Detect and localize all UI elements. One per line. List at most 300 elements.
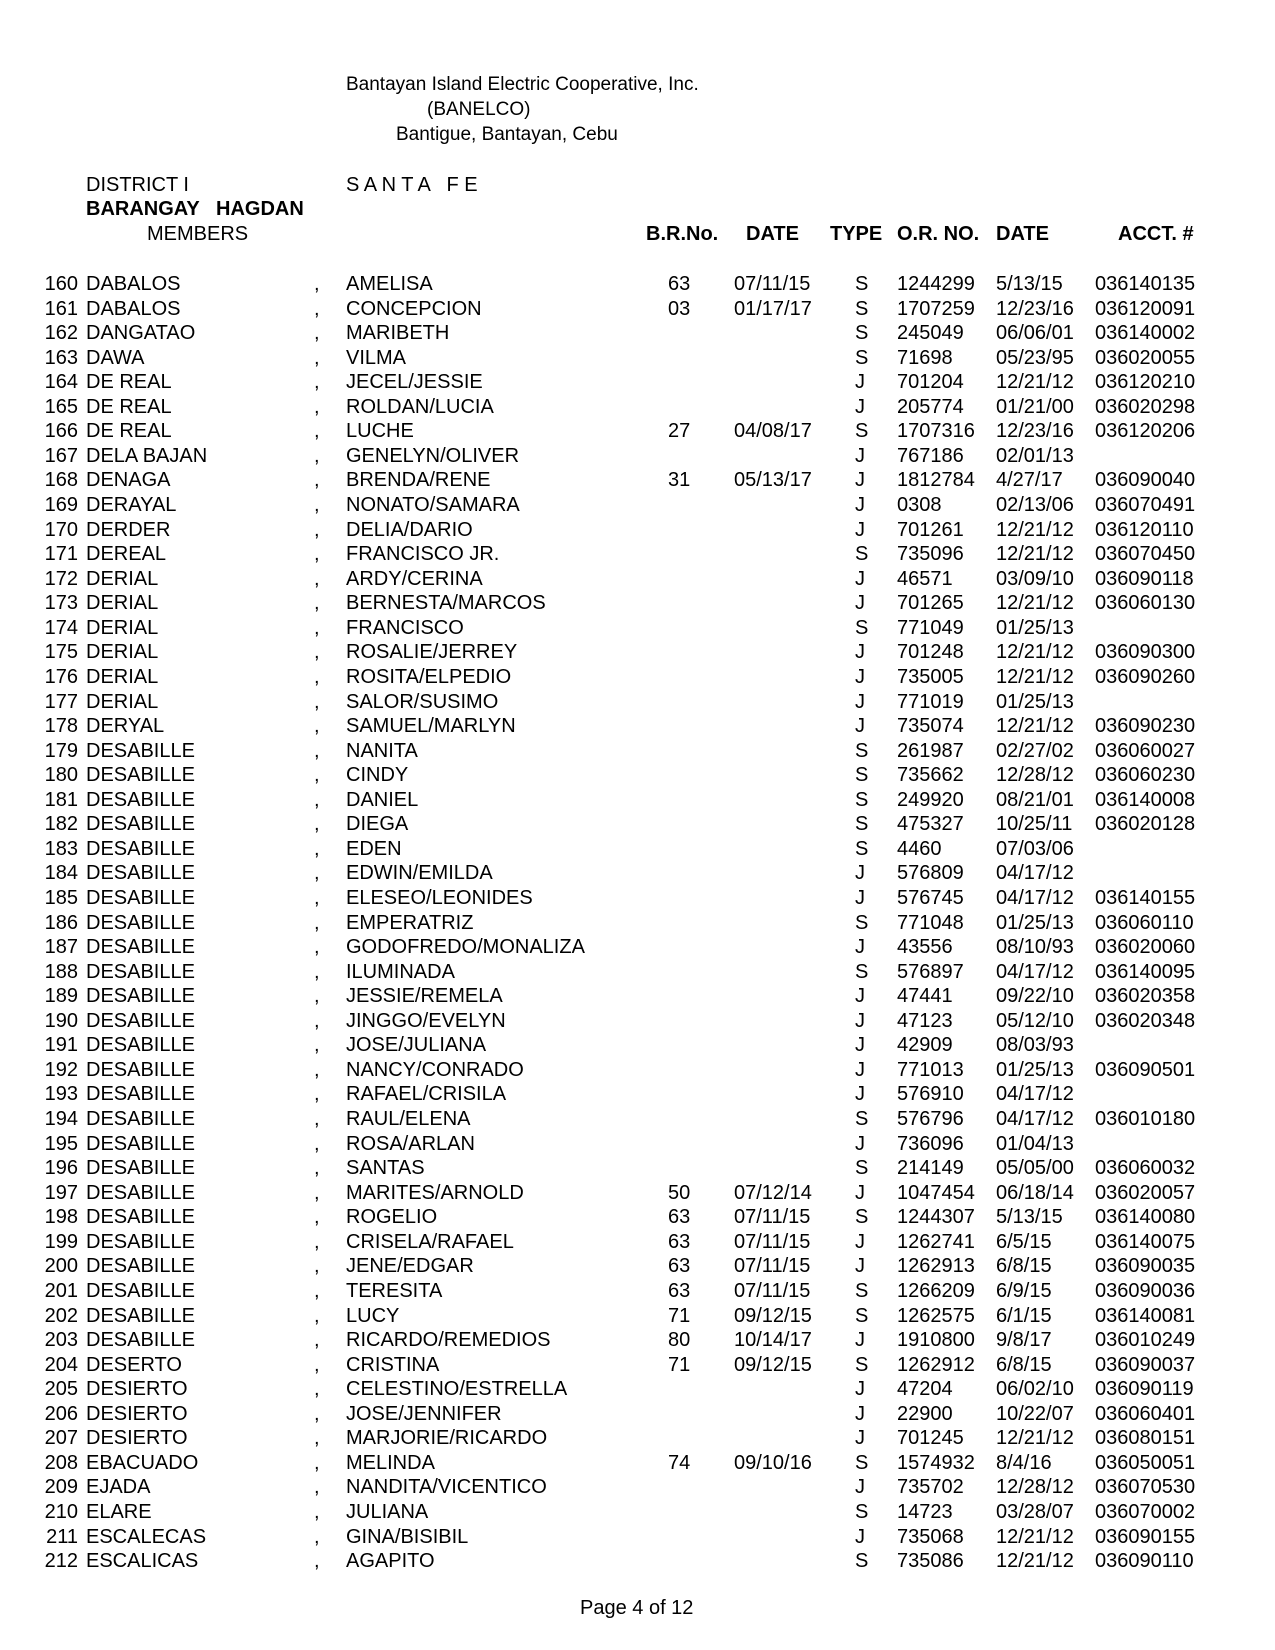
member-type: J	[855, 1378, 865, 1401]
name-separator: ,	[314, 1255, 320, 1278]
account-number: 036140095	[1095, 960, 1196, 983]
or-number: 47123	[897, 1009, 953, 1032]
last-name: DABALOS	[86, 297, 181, 320]
or-number: 735096	[897, 543, 964, 566]
last-name: DERIAL	[86, 641, 159, 664]
page-number: Page 4 of 12	[580, 1597, 694, 1619]
or-number: 735068	[897, 1525, 964, 1548]
account-number: 036060401	[1095, 1402, 1196, 1425]
row-number: 188	[44, 960, 78, 983]
or-date: 02/13/06	[996, 494, 1074, 517]
or-date: 8/4/16	[996, 1451, 1052, 1474]
or-date: 05/05/00	[996, 1157, 1074, 1180]
table-row	[0, 272, 1275, 296]
first-name: JENE/EDGAR	[346, 1255, 474, 1278]
account-number: 036120110	[1095, 518, 1194, 541]
br-date: 07/11/15	[734, 273, 811, 295]
member-type: J	[855, 985, 865, 1008]
first-name: MARIBETH	[346, 322, 450, 345]
member-type: J	[855, 1230, 865, 1253]
or-number: 47204	[897, 1378, 953, 1401]
or-date: 04/17/12	[996, 862, 1074, 885]
member-type: S	[855, 1451, 869, 1474]
or-number: 735702	[897, 1476, 964, 1499]
member-type: J	[855, 371, 865, 394]
last-name: DE REAL	[86, 395, 172, 418]
br-date: 07/11/15	[734, 1255, 811, 1278]
row-number: 183	[44, 837, 78, 860]
last-name: DEREAL	[86, 543, 167, 566]
table-row	[0, 1500, 1275, 1524]
first-name: JOSE/JULIANA	[346, 1034, 487, 1057]
name-separator: ,	[314, 1157, 320, 1180]
member-type: J	[855, 1255, 865, 1278]
name-separator: ,	[314, 1181, 320, 1204]
member-type: J	[855, 887, 865, 909]
br-number: 74	[668, 1451, 691, 1474]
table-row	[0, 1230, 1275, 1254]
last-name: DESABILLE	[86, 1108, 195, 1131]
row-number: 205	[44, 1378, 78, 1401]
name-separator: ,	[314, 1402, 320, 1425]
or-date: 12/23/16	[996, 420, 1074, 443]
row-number: 187	[44, 936, 78, 959]
last-name: DESABILLE	[86, 1034, 195, 1057]
or-number: 1266209	[897, 1279, 975, 1302]
account-number: 036050051	[1095, 1451, 1196, 1474]
name-separator: ,	[314, 1108, 320, 1131]
or-date: 6/5/15	[996, 1230, 1052, 1253]
or-number: 261987	[897, 739, 964, 762]
last-name: DELA BAJAN	[86, 444, 208, 467]
or-number: 771013	[897, 1058, 964, 1081]
row-number: 200	[44, 1255, 78, 1278]
or-date: 10/25/11	[996, 813, 1073, 836]
or-date: 03/09/10	[996, 567, 1074, 590]
district-label: DISTRICT I	[86, 174, 189, 196]
name-separator: ,	[314, 690, 320, 713]
or-number: 1707259	[897, 297, 975, 320]
first-name: CRISTINA	[346, 1353, 440, 1376]
last-name: DE REAL	[86, 420, 172, 443]
or-number: 475327	[897, 813, 964, 836]
last-name: DENAGA	[86, 469, 171, 492]
row-number: 192	[44, 1058, 78, 1081]
name-separator: ,	[314, 469, 320, 492]
or-number: 736096	[897, 1132, 964, 1155]
account-number: 036080151	[1095, 1427, 1196, 1450]
member-type: J	[855, 690, 865, 713]
table-row	[0, 567, 1275, 591]
account-number: 036020055	[1095, 346, 1196, 369]
table-row	[0, 886, 1275, 910]
row-number: 186	[44, 911, 78, 934]
or-date: 04/17/12	[996, 887, 1074, 909]
or-number: 1910800	[897, 1329, 975, 1352]
account-number: 036020060	[1095, 936, 1196, 959]
or-date: 07/03/06	[996, 837, 1074, 860]
col-type: TYPE	[830, 223, 883, 245]
or-number: 4460	[897, 837, 942, 860]
member-type: J	[855, 592, 865, 615]
first-name: EDWIN/EMILDA	[346, 862, 493, 885]
table-row	[0, 960, 1275, 984]
or-number: 249920	[897, 788, 964, 811]
account-number: 036060230	[1095, 764, 1196, 787]
row-number: 161	[44, 297, 78, 320]
first-name: AGAPITO	[346, 1550, 435, 1573]
row-number: 206	[44, 1402, 78, 1425]
table-row	[0, 1451, 1275, 1475]
member-type: J	[855, 1525, 865, 1548]
row-number: 189	[44, 985, 78, 1008]
table-row	[0, 812, 1275, 836]
row-number: 184	[44, 862, 78, 885]
last-name: DESABILLE	[86, 911, 195, 934]
last-name: ESCALICAS	[86, 1550, 199, 1573]
account-number: 036090155	[1095, 1525, 1196, 1548]
table-row	[0, 419, 1275, 443]
br-number: 03	[668, 297, 691, 320]
table-row	[0, 1082, 1275, 1106]
or-date: 06/02/10	[996, 1378, 1074, 1401]
first-name: VILMA	[346, 346, 407, 369]
or-number: 1707316	[897, 420, 975, 443]
first-name: ILUMINADA	[346, 960, 455, 983]
member-type: S	[855, 346, 869, 369]
br-date: 09/12/15	[734, 1353, 812, 1376]
name-separator: ,	[314, 985, 320, 1008]
br-number: 31	[668, 469, 691, 492]
or-date: 12/21/12	[996, 592, 1074, 615]
or-date: 12/21/12	[996, 518, 1074, 541]
member-type: S	[855, 911, 869, 934]
table-row	[0, 493, 1275, 517]
first-name: CONCEPCION	[346, 297, 482, 320]
last-name: EBACUADO	[86, 1451, 199, 1474]
account-number: 036140075	[1095, 1230, 1196, 1253]
barangay-label: BARANGAY HAGDAN	[86, 198, 304, 220]
name-separator: ,	[314, 395, 320, 418]
table-row	[0, 837, 1275, 861]
col-br-no: B.R.No.	[646, 223, 719, 245]
name-separator: ,	[314, 444, 320, 467]
first-name: GENELYN/OLIVER	[346, 444, 520, 467]
first-name: RAFAEL/CRISILA	[346, 1083, 507, 1106]
row-number: 168	[44, 469, 78, 492]
or-date: 12/21/12	[996, 543, 1074, 566]
last-name: DESABILLE	[86, 1157, 195, 1180]
br-number: 71	[668, 1353, 691, 1376]
name-separator: ,	[314, 911, 320, 934]
last-name: DABALOS	[86, 273, 181, 295]
row-number: 201	[44, 1279, 78, 1302]
or-date: 12/21/12	[996, 371, 1074, 394]
last-name: DESABILLE	[86, 985, 195, 1008]
member-type: S	[855, 764, 869, 787]
br-date: 07/11/15	[734, 1230, 811, 1253]
name-separator: ,	[314, 1034, 320, 1057]
name-separator: ,	[314, 1329, 320, 1352]
name-separator: ,	[314, 665, 320, 688]
or-date: 10/22/07	[996, 1402, 1074, 1425]
col-date: DATE	[746, 223, 799, 245]
last-name: DERIAL	[86, 665, 159, 688]
row-number: 166	[44, 420, 78, 443]
member-type: S	[855, 322, 869, 345]
last-name: DESABILLE	[86, 936, 195, 959]
or-number: 767186	[897, 444, 964, 467]
name-separator: ,	[314, 1230, 320, 1253]
last-name: DESABILLE	[86, 739, 195, 762]
table-row	[0, 640, 1275, 664]
name-separator: ,	[314, 592, 320, 615]
br-date: 01/17/17	[734, 297, 812, 320]
last-name: DAWA	[86, 346, 145, 369]
first-name: GINA/BISIBIL	[346, 1525, 469, 1548]
last-name: DESABILLE	[86, 1058, 195, 1081]
row-number: 171	[44, 543, 78, 566]
member-type: S	[855, 543, 869, 566]
account-number: 036090300	[1095, 641, 1196, 664]
name-separator: ,	[314, 322, 320, 345]
last-name: DERDER	[86, 518, 171, 541]
account-number: 036020057	[1095, 1181, 1196, 1204]
name-separator: ,	[314, 1353, 320, 1376]
or-number: 701245	[897, 1427, 964, 1450]
last-name: DESABILLE	[86, 837, 195, 860]
member-type: J	[855, 665, 865, 688]
or-date: 09/22/10	[996, 985, 1074, 1008]
or-number: 576910	[897, 1083, 964, 1106]
table-row	[0, 1475, 1275, 1499]
last-name: DESABILLE	[86, 1329, 195, 1352]
row-number: 190	[44, 1009, 78, 1032]
row-number: 204	[44, 1353, 78, 1376]
last-name: DERIAL	[86, 690, 159, 713]
first-name: ROLDAN/LUCIA	[346, 395, 494, 418]
or-date: 05/23/95	[996, 346, 1074, 369]
row-number: 202	[44, 1304, 78, 1327]
or-number: 701261	[897, 518, 964, 541]
or-date: 12/23/16	[996, 297, 1074, 320]
or-date: 12/21/12	[996, 1525, 1074, 1548]
br-number: 27	[668, 420, 691, 443]
or-date: 12/21/12	[996, 665, 1074, 688]
table-row	[0, 1304, 1275, 1328]
name-separator: ,	[314, 1009, 320, 1032]
first-name: ROSITA/ELPEDIO	[346, 665, 512, 688]
table-row	[0, 1254, 1275, 1278]
row-number: 199	[44, 1230, 78, 1253]
row-number: 167	[44, 444, 78, 467]
or-date: 08/10/93	[996, 936, 1074, 959]
col-or-no: O.R. NO.	[897, 223, 980, 245]
or-date: 02/27/02	[996, 739, 1074, 762]
account-number: 036090036	[1095, 1279, 1196, 1302]
first-name: ROSA/ARLAN	[346, 1132, 475, 1155]
or-number: 42909	[897, 1034, 953, 1057]
br-number: 63	[668, 1255, 691, 1278]
table-row	[0, 1402, 1275, 1426]
br-date: 07/11/15	[734, 1279, 811, 1302]
name-separator: ,	[314, 1525, 320, 1548]
or-number: 1262912	[897, 1353, 975, 1376]
account-number: 036140002	[1095, 322, 1196, 345]
last-name: DESABILLE	[86, 1009, 195, 1032]
or-number: 701204	[897, 371, 964, 394]
last-name: DESABILLE	[86, 960, 195, 983]
table-row	[0, 1058, 1275, 1082]
member-type: S	[855, 616, 869, 639]
br-number: 63	[668, 1206, 691, 1229]
account-number: 036090230	[1095, 715, 1196, 738]
name-separator: ,	[314, 1132, 320, 1155]
first-name: DANIEL	[346, 788, 419, 811]
member-type: J	[855, 1009, 865, 1032]
row-number: 212	[44, 1550, 78, 1573]
account-number: 036090260	[1095, 665, 1196, 688]
or-number: 1574932	[897, 1451, 975, 1474]
last-name: ESCALECAS	[86, 1525, 207, 1548]
or-date: 12/21/12	[996, 715, 1074, 738]
row-number: 195	[44, 1132, 78, 1155]
first-name: SALOR/SUSIMO	[346, 690, 499, 713]
account-number: 036090501	[1095, 1058, 1196, 1081]
or-date: 01/25/13	[996, 911, 1074, 934]
name-separator: ,	[314, 543, 320, 566]
row-number: 179	[44, 739, 78, 762]
name-separator: ,	[314, 641, 320, 664]
last-name: DANGATAO	[86, 322, 196, 345]
table-row	[0, 1107, 1275, 1131]
account-number: 036020298	[1095, 395, 1196, 418]
or-date: 01/25/13	[996, 1058, 1074, 1081]
or-number: 46571	[897, 567, 953, 590]
or-date: 01/04/13	[996, 1132, 1074, 1155]
br-date: 09/10/16	[734, 1451, 812, 1474]
or-date: 04/17/12	[996, 1108, 1074, 1131]
or-date: 03/28/07	[996, 1501, 1074, 1523]
name-separator: ,	[314, 616, 320, 639]
org-abbrev: (BANELCO)	[427, 99, 531, 120]
or-number: 735086	[897, 1550, 964, 1573]
or-date: 5/13/15	[996, 1206, 1063, 1229]
member-type: S	[855, 813, 869, 836]
name-separator: ,	[314, 1206, 320, 1229]
account-number: 036090040	[1095, 469, 1196, 492]
member-type: S	[855, 297, 869, 320]
or-number: 205774	[897, 395, 964, 418]
or-number: 1262741	[897, 1230, 975, 1253]
table-row	[0, 739, 1275, 763]
row-number: 211	[46, 1525, 78, 1548]
account-number: 036020348	[1095, 1009, 1196, 1032]
br-date: 05/13/17	[734, 469, 812, 492]
first-name: JULIANA	[346, 1501, 429, 1523]
row-number: 209	[44, 1476, 78, 1499]
member-type: J	[855, 1329, 865, 1352]
member-type: S	[855, 1157, 869, 1180]
table-row	[0, 1033, 1275, 1057]
table-row	[0, 935, 1275, 959]
name-separator: ,	[314, 1476, 320, 1499]
first-name: BRENDA/RENE	[346, 469, 491, 492]
or-number: 735662	[897, 764, 964, 787]
row-number: 210	[44, 1501, 78, 1523]
first-name: LUCHE	[346, 420, 414, 443]
table-row	[0, 1132, 1275, 1156]
or-date: 12/21/12	[996, 1427, 1074, 1450]
table-row	[0, 1156, 1275, 1180]
member-type: J	[855, 494, 865, 517]
row-number: 172	[44, 567, 78, 590]
last-name: DERYAL	[86, 715, 165, 738]
table-row	[0, 518, 1275, 542]
table-row	[0, 1181, 1275, 1205]
or-number: 576796	[897, 1108, 964, 1131]
or-number: 214149	[897, 1157, 964, 1180]
last-name: DESABILLE	[86, 1132, 195, 1155]
br-number: 63	[668, 1279, 691, 1302]
account-number: 036070491	[1095, 494, 1196, 517]
account-number: 036140155	[1095, 887, 1196, 909]
account-number: 036140080	[1095, 1206, 1196, 1229]
name-separator: ,	[314, 1058, 320, 1081]
br-date: 09/12/15	[734, 1304, 812, 1327]
name-separator: ,	[314, 764, 320, 787]
account-number: 036120206	[1095, 420, 1196, 443]
row-number: 170	[44, 518, 78, 541]
name-separator: ,	[314, 936, 320, 959]
first-name: DIEGA	[346, 813, 409, 836]
account-number: 036140008	[1095, 788, 1196, 811]
or-date: 04/17/12	[996, 1083, 1074, 1106]
or-date: 06/18/14	[996, 1181, 1074, 1204]
table-row	[0, 984, 1275, 1008]
account-number: 036060130	[1095, 592, 1196, 615]
or-number: 771019	[897, 690, 964, 713]
or-date: 01/25/13	[996, 690, 1074, 713]
member-type: J	[855, 862, 865, 885]
br-date: 07/11/15	[734, 1206, 811, 1229]
row-number: 191	[44, 1034, 78, 1057]
or-number: 245049	[897, 322, 964, 345]
first-name: ARDY/CERINA	[346, 567, 483, 590]
row-number: 193	[44, 1083, 78, 1106]
br-date: 07/12/14	[734, 1181, 812, 1204]
table-row	[0, 1377, 1275, 1401]
name-separator: ,	[314, 420, 320, 443]
row-number: 162	[44, 322, 78, 345]
member-type: J	[855, 1476, 865, 1499]
last-name: DESABILLE	[86, 887, 195, 909]
table-row	[0, 297, 1275, 321]
or-number: 14723	[897, 1501, 953, 1523]
table-row	[0, 468, 1275, 492]
or-number: 1262575	[897, 1304, 975, 1327]
municipality-label: S A N T A F E	[346, 174, 478, 196]
row-number: 197	[44, 1181, 78, 1204]
member-type: J	[855, 1058, 865, 1081]
table-row	[0, 1353, 1275, 1377]
last-name: DESIERTO	[86, 1378, 188, 1401]
row-number: 177	[44, 690, 78, 713]
org-address: Bantigue, Bantayan, Cebu	[396, 124, 618, 145]
or-number: 701265	[897, 592, 964, 615]
member-type: J	[855, 1034, 865, 1057]
last-name: DESABILLE	[86, 1083, 195, 1106]
